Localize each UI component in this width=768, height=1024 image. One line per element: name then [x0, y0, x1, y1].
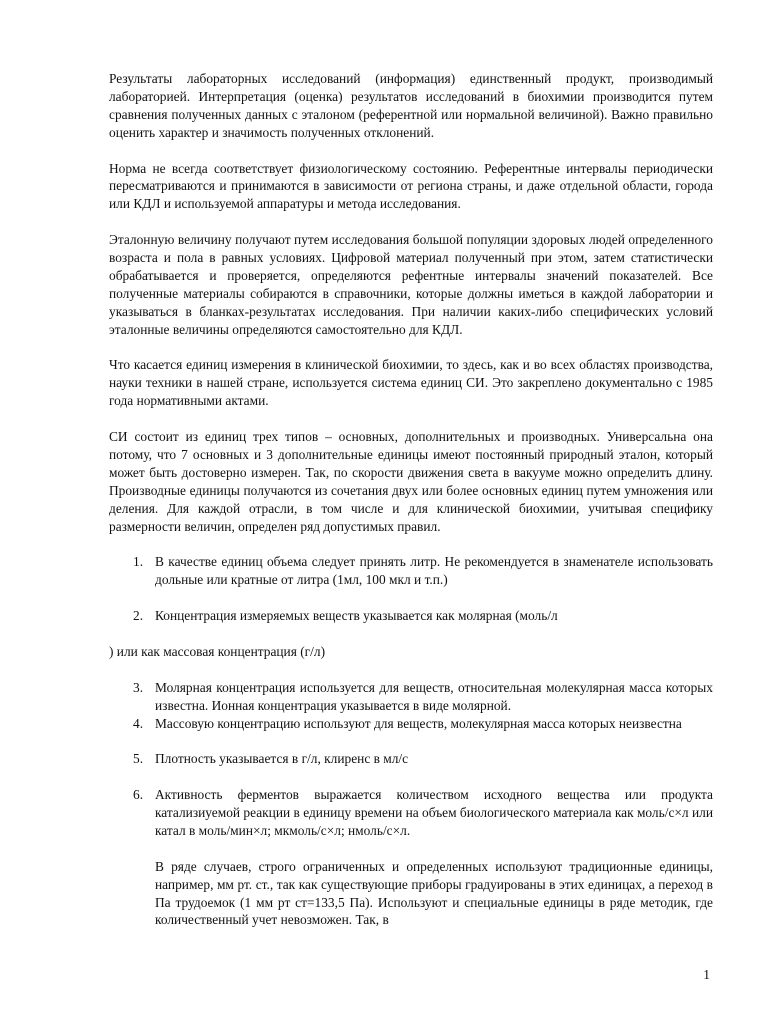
list-number: 2. [133, 608, 144, 624]
paragraph-1: Результаты лабораторных исследований (информация) единственный продукт, производимый лабораторией. Интерпретация (оценка) результатов исследований в биохимии производится путем сравнения полученных данных с эталоном (референтной или нормальной величиной). Важно правильно оценить характер и значимость полученных отклонений. [109, 71, 713, 140]
list-text: Концентрация измеряемых веществ указывается как молярная (моль/л [155, 608, 558, 624]
list-number: 1. [133, 554, 144, 570]
text-column [109, 70, 713, 929]
paragraph-5: СИ состоит из единиц трех типов – основных, дополнительных и производных. Универсальна она потому, что 7 основных и 3 дополнительные единицы имеют постоянный природный эталон, который может быть достоверно измерен. Так, по скорости движения света в вакууме можно определить длину. Производные единицы получаются из сочетания двух или более основных единиц путем умножения или деления. Для каждой отрасли, в том числе и для клинической биохимии, учитывая специфику размерности величин, определен ряд допустимых правил. [109, 429, 713, 534]
list-text: Молярная концентрация используется для веществ, относительная молекулярная масса которых известна. Ионная концентрация указывается в виде молярной. [155, 679, 713, 713]
final-paragraph: В ряде случаев, строго ограниченных и определенных используют традиционные единицы, например, мм рт. ст., так как существующие приборы градуированы в этих единицах, а переход в Па трудоемок (1 мм рт ст=133,5 Па). Используют и специальные единицы в ряде методик, где количественный учет невозможен. Так, в [155, 858, 713, 928]
list-text: Плотность указывается в г/л, клиренс в мл/с [155, 751, 409, 767]
page-number: 1 [703, 967, 710, 982]
list-number: 6. [133, 787, 144, 803]
list-text: В качестве единиц объема следует принять литр. Не рекомендуется в знаменателе использовать дольные или кратные от литра (1мл, 100 мкл и т.п.) [155, 554, 713, 588]
list-number: 5. [133, 751, 144, 767]
list-item-2 [109, 607, 713, 625]
list-item-2-continuation: ) или как массовая концентрация (г/л) [109, 643, 326, 659]
paragraph-4: Что касается единиц измерения в клинической биохимии, то здесь, как и во всех областях производства, науки техники в нашей стране, используется система единиц СИ. Это закреплено документально с 1985 года нормативными актами. [109, 357, 713, 409]
list-item-4 [109, 715, 713, 733]
paragraph-3: Эталонную величину получают путем исследования большой популяции здоровых людей определенного возраста и пола в равных условиях. Цифровой материал полученный при этом, затем статистически обрабатывается и проверяется, определяются рефентные интервалы значений показателей. Все полученные материалы собираются в справочники, которые должны иметься в каждой лаборатории и указываться в бланках-результатах исследования. При наличии каких-либо специфических условий эталонные величины определяются самостоятельно для КДЛ. [109, 232, 713, 337]
list-item-1 [109, 553, 713, 589]
list-text: Активность ферментов выражается количеством исходного вещества или продукта катализиуемой реакции в единицу времени на объем биологического материала как моль/с×л или катал в моль/мин×л; мкмоль/с×л; нмоль/с×л. [155, 787, 713, 838]
list-text: Массовую концентрацию используют для веществ, молекулярная масса которых неизвестна [155, 715, 682, 731]
list-number: 3. [133, 679, 144, 695]
list-item-5 [109, 750, 713, 768]
list-item-3 [109, 679, 713, 715]
list-number: 4. [133, 715, 144, 731]
paragraph-2: Норма не всегда соответствует физиологическому состоянию. Референтные интервалы периодически пересматриваются и принимаются в зависимости от региона страны, и даже отдельной области, города или КДЛ и используемой аппаратуры и метода исследования. [109, 160, 713, 212]
list-item-6 [109, 786, 713, 840]
